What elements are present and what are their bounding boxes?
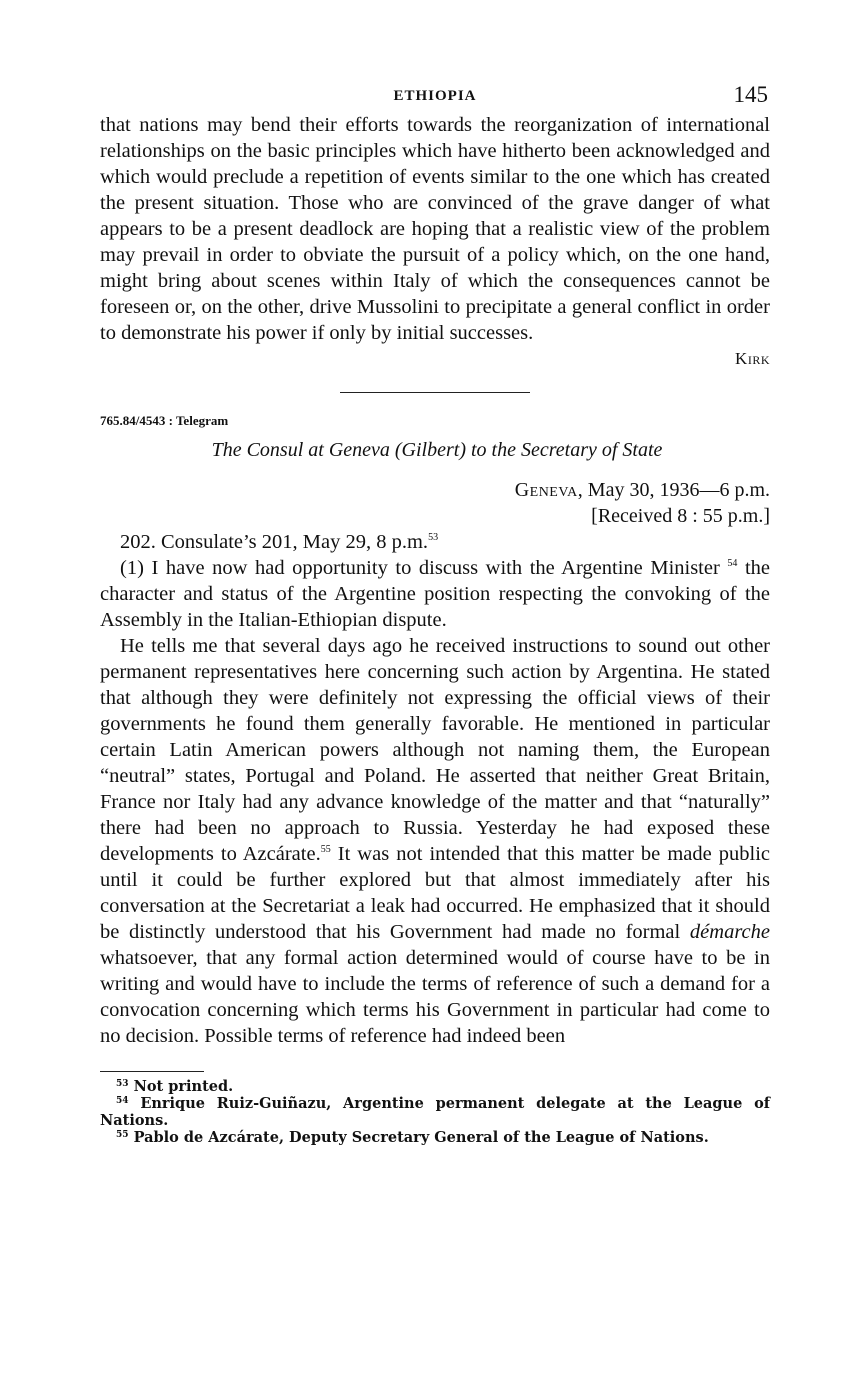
running-head: ETHIOPIA <box>393 88 477 104</box>
footnote-number: 53 <box>116 1079 129 1089</box>
dateline-date: , May 30, 1936—6 p.m. <box>577 479 770 501</box>
footnote-number: 55 <box>116 1130 129 1140</box>
signature: Kirk <box>735 349 770 368</box>
footnote-text: Not printed. <box>133 1078 234 1095</box>
footnote-marker: 55 <box>320 844 331 855</box>
dateline-place: Geneva <box>514 479 578 501</box>
body-paragraph-2 <box>100 555 770 633</box>
paragraph-text: He tells me that several days ago he received instructions to sound out other permanent representatives here concerning such action by Argentina. He stated that although they were definitely not expressing the official views of their governments he found them generally favorable. He mentioned in particular certain Latin American powers although not naming them, the European “neutral” states, Portugal and Poland. He asserted that neither Great Britain, France nor Italy had any advance knowledge of the matter and that “naturally” there had been no approach to Russia. Yesterday he had exposed these developments to Azcárate. <box>100 635 770 865</box>
footnote-marker: 54 <box>727 558 738 569</box>
paragraph-text: (1) I have now had opportunity to discuss with the Argentine Minister <box>120 557 720 579</box>
footnote-marker: 53 <box>428 532 439 543</box>
dateline-line <box>100 477 770 503</box>
italic-term: démarche <box>689 921 770 943</box>
footnotes <box>100 1071 770 1146</box>
footnote-text: Pablo de Azcárate, Deputy Secretary General of the League of Nations. <box>133 1129 709 1146</box>
document-title: The Consul at Geneva (Gilbert) to the Secretary of State <box>211 439 663 461</box>
body-paragraph-1 <box>100 529 770 555</box>
document-page <box>100 80 770 1146</box>
paragraph-text: whatsoever, that any formal action determined would of course have to be in writing and would have to include the terms of reference of such a demand for a convocation concerning which terms his Government in particular had come to no decision. Possible terms of reference had indeed been <box>100 947 770 1047</box>
footnote-55 <box>100 1129 770 1146</box>
file-reference: 765.84/4543 : Telegram <box>100 413 229 428</box>
footnote-rule <box>100 1071 204 1072</box>
footnote-number: 54 <box>116 1096 129 1106</box>
paragraph-text: It was not intended that this matter be made public until it could be further explored but that almost immediately after his conversation at the Secretariat a leak had occurred. He emphasized that it should be distinctly understood that his Government had made no formal <box>100 843 770 943</box>
dateline <box>100 477 770 529</box>
received-time: [Received 8 : 55 p.m.] <box>591 505 770 527</box>
footnote-54 <box>100 1095 770 1129</box>
section-divider <box>340 392 530 393</box>
page-number: 145 <box>733 82 768 107</box>
paragraph-text: 202. Consulate’s 201, May 29, 8 p.m. <box>120 531 429 553</box>
footnote-53 <box>100 1078 770 1095</box>
body-paragraph-3 <box>100 633 770 1049</box>
paragraph-text: the character and status of the Argentine position respecting the convoking of the Assembly in the Italian-Ethiopian dispute. <box>100 557 771 631</box>
footnote-text: Enrique Ruiz-Guiñazu, Argentine permanent delegate at the League of Nations. <box>100 1095 770 1129</box>
page-header <box>100 80 770 112</box>
continued-paragraph: that nations may bend their efforts towards the reorganization of international relationships on the basic principles which have hitherto been acknowledged and which would preclude a repetition of events similar to the one which has created the present situation. Those who are convinced of the grave danger of what appears to be a present deadlock are hoping that a realistic view of the problem may prevail in order to obviate the pursuit of a policy which, on the one hand, might bring about scenes within Italy of which the consequences cannot be foreseen or, on the other, drive Mussolini to precipitate a general conflict in order to demonstrate his power if only by initial successes. <box>100 114 770 344</box>
